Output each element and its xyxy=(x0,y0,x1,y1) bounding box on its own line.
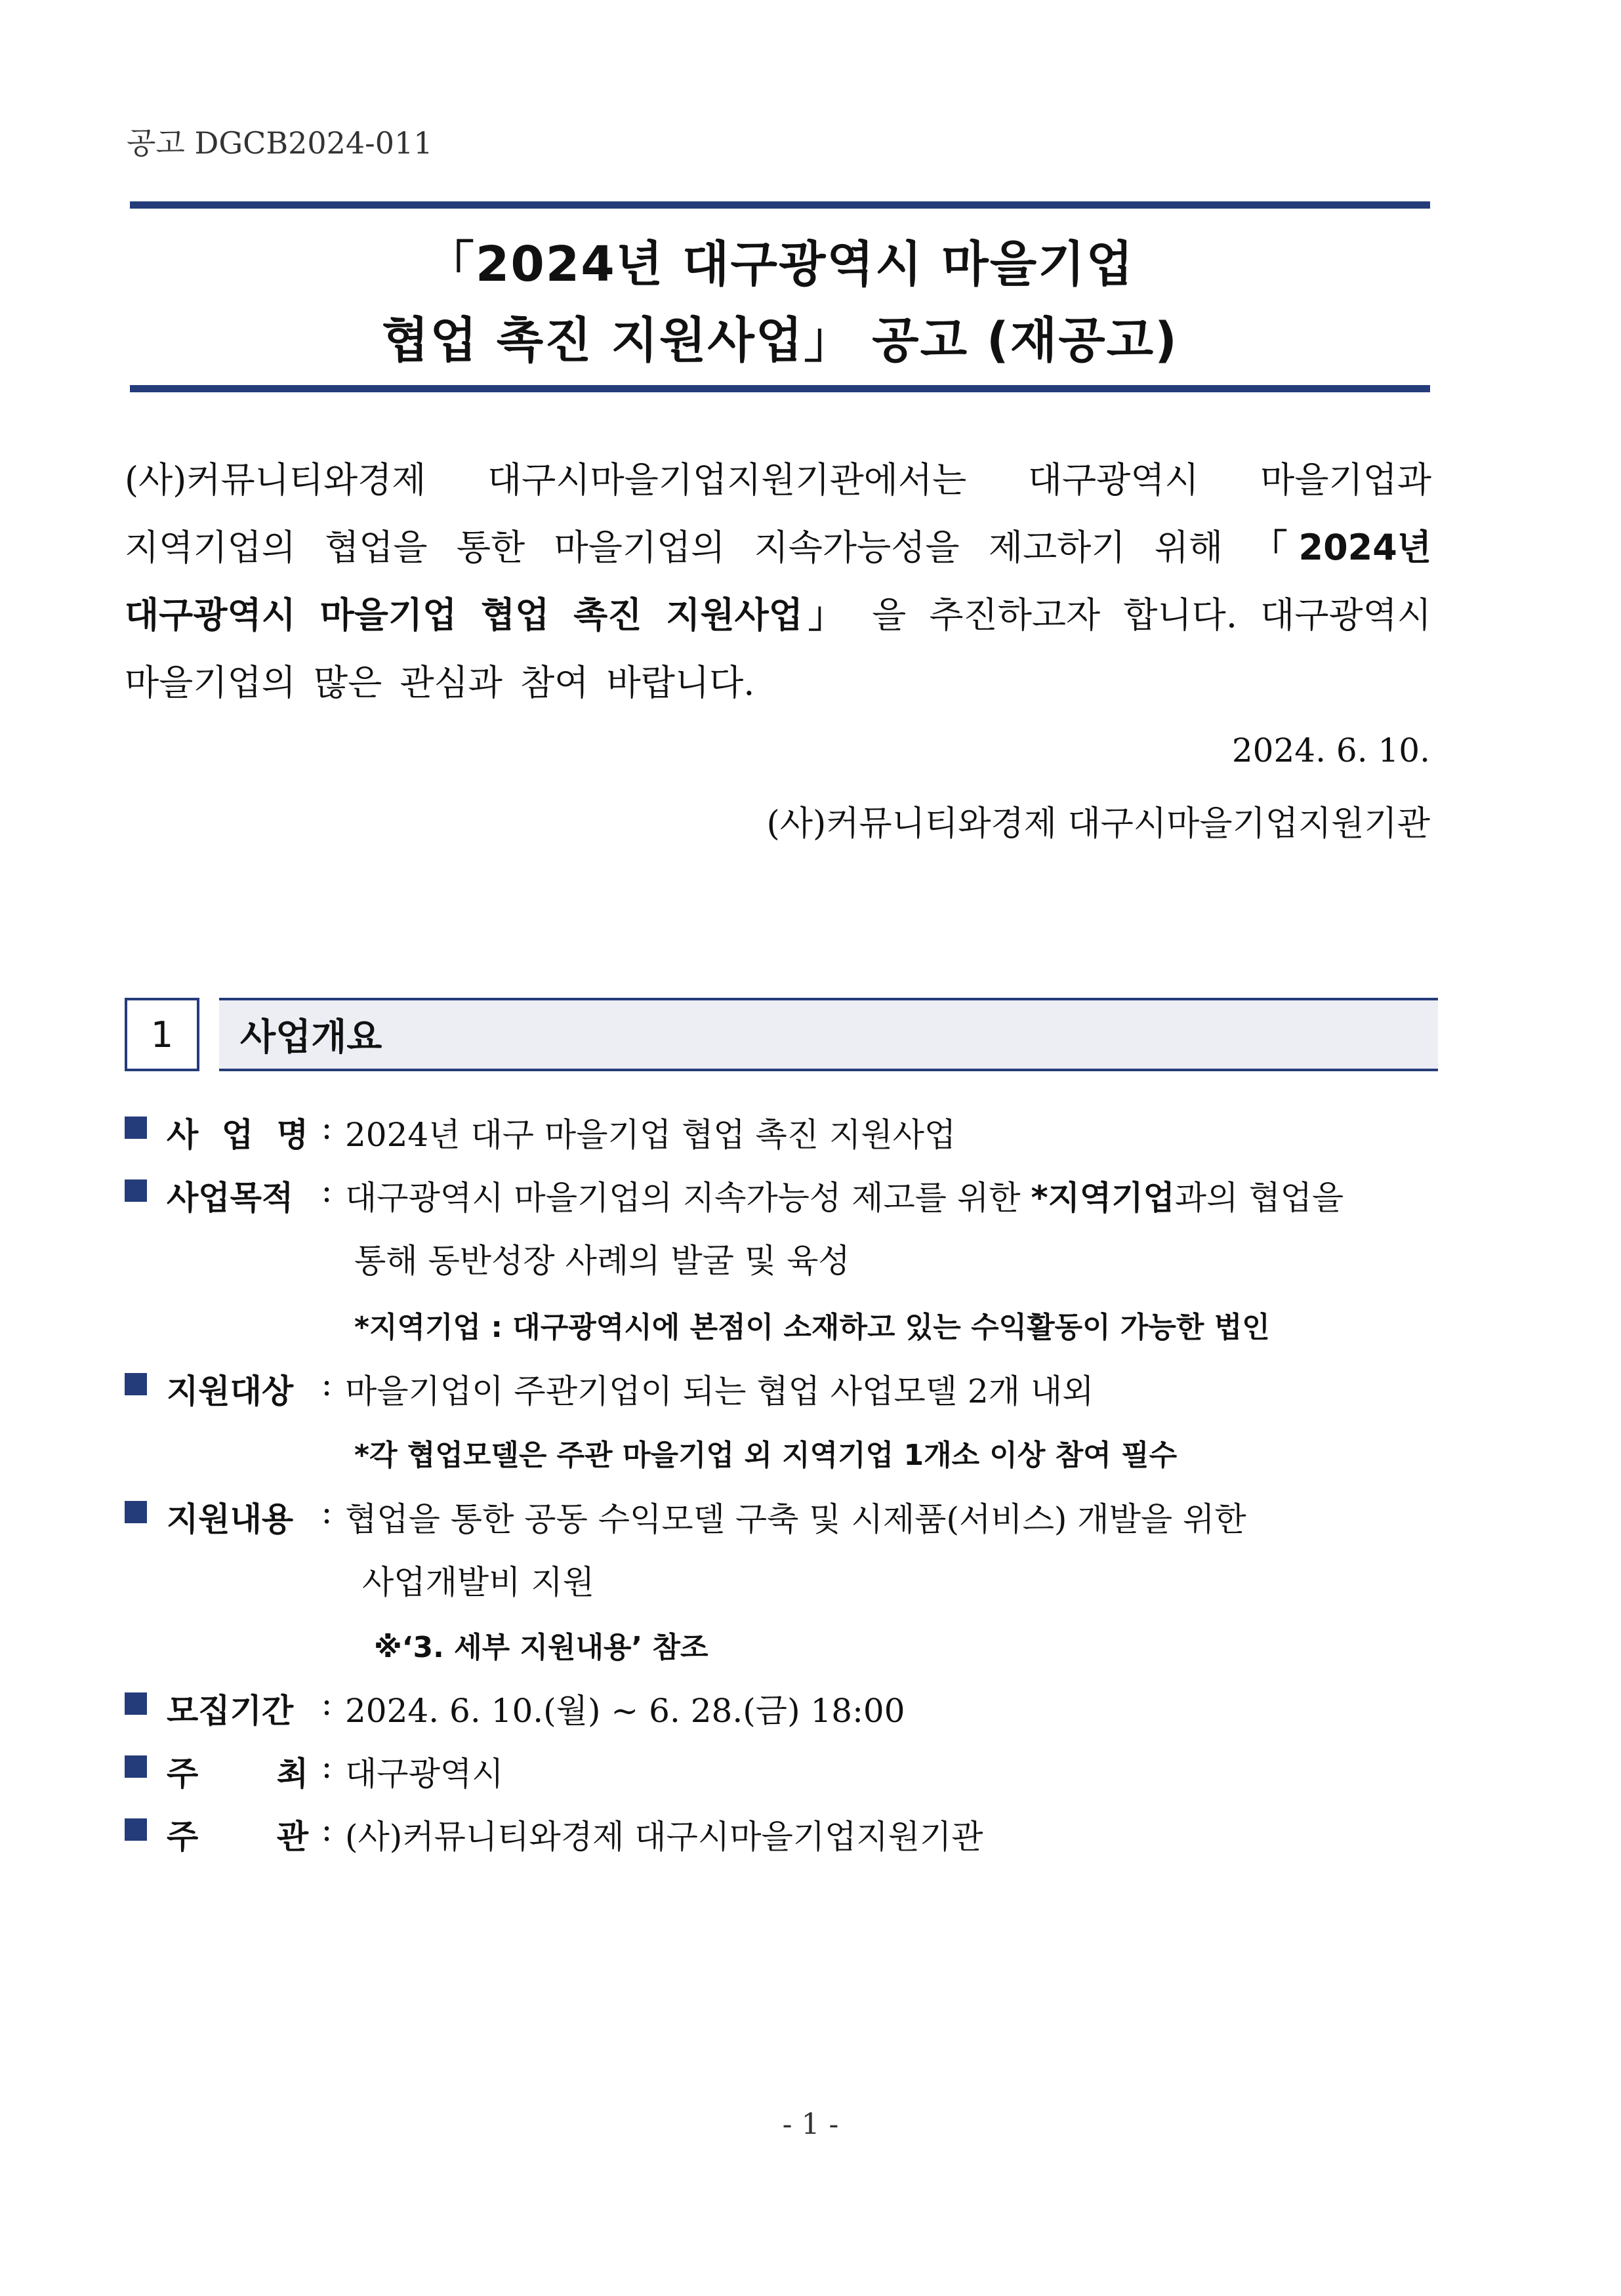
content-line-2: 사업개발비 지원 xyxy=(362,1563,594,1601)
overview-row-organizer xyxy=(125,1811,1450,1858)
row-colon: : xyxy=(321,1365,333,1403)
overview-row-name xyxy=(125,1109,1450,1156)
target-note: *각 협업모델은 주관 마을기업 외 지역기업 1개소 이상 참여 필수 xyxy=(354,1439,1178,1472)
intro-line-2 xyxy=(125,514,1431,581)
row-label xyxy=(167,1109,308,1156)
row-colon: : xyxy=(321,1748,333,1786)
content-note: ※‘3. 세부 지원내용’ 참조 xyxy=(374,1631,708,1664)
title-bottom-rule xyxy=(130,385,1430,392)
row-value: (사)커뮤니티와경제 대구시마을기업지원기관 xyxy=(345,1818,983,1856)
overview-row-content xyxy=(125,1493,1450,1540)
row-colon: : xyxy=(321,1172,333,1210)
overview-row-purpose xyxy=(125,1172,1450,1219)
announcement-date: 2024. 6. 10. xyxy=(1231,731,1430,769)
row-value: 2024년 대구 마을기업 협업 촉진 지원사업 xyxy=(345,1116,956,1154)
row-value: 협업을 통한 공동 수익모델 구축 및 시제품(서비스) 개발을 위한 xyxy=(345,1500,1246,1538)
value-text: 대구광역시 마을기업의 지속가능성 제고를 위한 xyxy=(345,1179,1031,1217)
row-value: 2024. 6. 10.(월) ~ 6. 28.(금) 18:00 xyxy=(345,1692,905,1730)
row-label xyxy=(167,1493,308,1540)
section-title: 사업개요 xyxy=(219,998,1438,1071)
label-char: 주 xyxy=(167,1755,199,1793)
label-char: 최 xyxy=(276,1755,308,1793)
square-bullet-icon xyxy=(125,1818,147,1841)
row-label xyxy=(167,1685,308,1732)
intro-line-2-text: 지역기업의 협업을 통한 마을기업의 지속가능성을 제고하기 위해 xyxy=(125,527,1223,568)
issuer-name: (사)커뮤니티와경제 대구시마을기업지원기관 xyxy=(766,804,1430,844)
intro-line-3-text: 을 추진하고자 합니다. 대구광역시 xyxy=(872,594,1431,636)
square-bullet-icon xyxy=(125,1692,147,1715)
label-char: 업 xyxy=(221,1116,254,1154)
square-bullet-icon xyxy=(125,1755,147,1778)
row-value: 마을기업이 주관기업이 되는 협업 사업모델 2개 내외 xyxy=(345,1372,1094,1410)
value-text: 과의 협업을 xyxy=(1174,1179,1344,1217)
row-label xyxy=(167,1748,308,1795)
section-number: 1 xyxy=(125,998,199,1071)
intro-line-3-bold: 대구광역시 마을기업 협업 촉진 지원사업」 xyxy=(125,594,849,636)
purpose-line-2: 통해 동반성장 사례의 발굴 및 육성 xyxy=(354,1242,850,1280)
label-text: 사업목적 xyxy=(167,1179,294,1217)
row-label xyxy=(167,1172,308,1219)
square-bullet-icon xyxy=(125,1373,147,1395)
label-char: 명 xyxy=(276,1116,308,1154)
label-char: 주 xyxy=(167,1818,199,1856)
row-value xyxy=(345,1172,1450,1219)
row-label xyxy=(167,1811,308,1858)
row-colon: : xyxy=(321,1685,333,1723)
label-text: 지원대상 xyxy=(167,1372,294,1410)
notice-number: 공고 DGCB2024-011 xyxy=(127,125,433,161)
label-text: 지원내용 xyxy=(167,1500,294,1538)
label-text: 모집기간 xyxy=(167,1692,294,1730)
row-colon: : xyxy=(321,1109,333,1147)
page-number: - 1 - xyxy=(782,2108,839,2141)
row-label xyxy=(167,1365,308,1412)
overview-row-period xyxy=(125,1685,1450,1732)
intro-line-4: 마을기업의 많은 관심과 참여 바랍니다. xyxy=(125,662,755,703)
title-line-1: 「2024년 대구광역시 마을기업 xyxy=(425,236,1135,293)
intro-line-3 xyxy=(125,581,1431,649)
title-line-2: 협업 촉진 지원사업」 공고 (재공고) xyxy=(382,312,1178,369)
intro-line-2-bold: 「2024년 xyxy=(1252,527,1431,568)
row-colon: : xyxy=(321,1811,333,1849)
row-colon: : xyxy=(321,1493,333,1531)
square-bullet-icon xyxy=(125,1501,147,1523)
title-top-rule xyxy=(130,201,1430,209)
intro-paragraph xyxy=(125,446,1431,716)
purpose-note: *지역기업 : 대구광역시에 본점이 소재하고 있는 수익활동이 가능한 법인 xyxy=(354,1311,1270,1344)
row-value: 대구광역시 xyxy=(345,1755,504,1793)
square-bullet-icon xyxy=(125,1117,147,1139)
overview-row-target xyxy=(125,1365,1450,1412)
value-bold: *지역기업 xyxy=(1031,1179,1175,1217)
square-bullet-icon xyxy=(125,1179,147,1202)
label-char: 관 xyxy=(276,1818,308,1856)
label-char: 사 xyxy=(167,1116,199,1154)
intro-line-1: (사)커뮤니티와경제 대구시마을기업지원기관에서는 대구광역시 마을기업과 xyxy=(125,459,1431,501)
overview-row-host xyxy=(125,1748,1450,1795)
